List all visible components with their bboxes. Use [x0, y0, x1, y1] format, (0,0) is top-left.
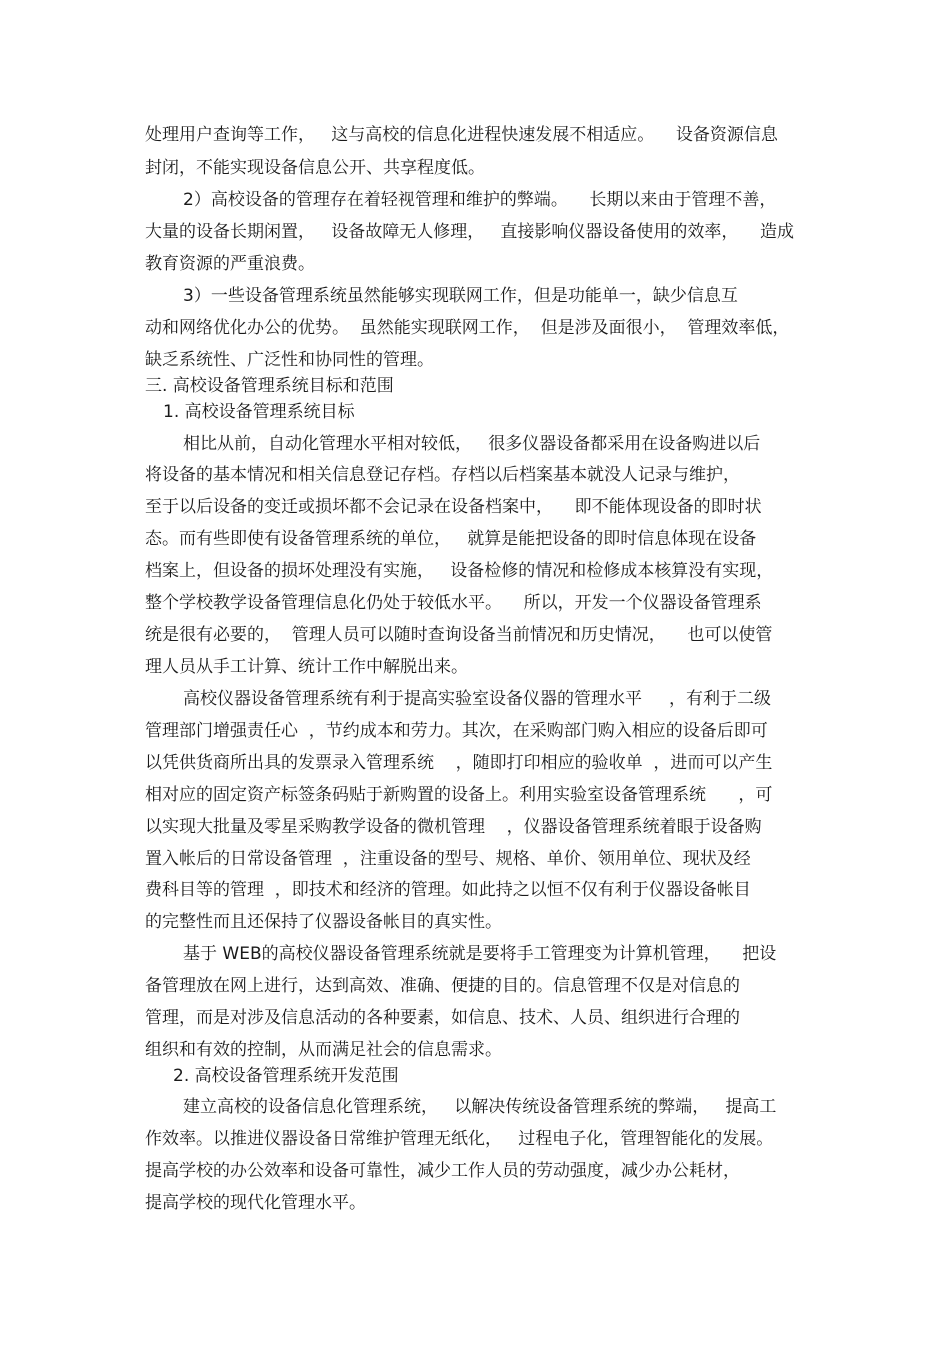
text-line: 档案上，但设备的损坏处理没有实施， 设备检修的情况和检修成本核算没有实现，	[145, 561, 774, 581]
text-line: 态。而有些即使有设备管理系统的单位， 就算是能把设备的即时信息体现在设备	[145, 529, 757, 549]
text-line: 管理部门增强责任心 ，节约成本和劳力。其次，在采购部门购入相应的设备后即可	[145, 721, 768, 741]
text-line: 备管理放在网上进行，达到高效、准确、便捷的目的。信息管理不仅是对信息的	[145, 976, 740, 996]
text-line: 3）一些设备管理系统虽然能够实现联网工作，但是功能单一，缺少信息互	[183, 286, 738, 306]
text-line: 封闭，不能实现设备信息公开、共享程度低。	[145, 158, 485, 178]
text-line: 作效率。以推进仪器设备日常维护管理无纸化， 过程电子化，管理智能化的发展。	[145, 1129, 774, 1149]
text-line: 提高学校的办公效率和设备可靠性，减少工作人员的劳动强度，减少办公耗材，	[145, 1161, 740, 1181]
text-line: 处理用户查询等工作， 这与高校的信息化进程快速发展不相适应。 设备资源信息	[145, 125, 778, 145]
text-line: 的完整性而且还保持了仪器设备帐目的真实性。	[145, 912, 502, 932]
text-line: 教育资源的严重浪费。	[145, 254, 315, 274]
text-line: 组织和有效的控制，从而满足社会的信息需求。	[145, 1040, 502, 1060]
text-line: 理人员从手工计算、统计工作中解脱出来。	[145, 657, 468, 677]
text-line: 以实现大批量及零星采购教学设备的微机管理 ，仪器设备管理系统着眼于设备购	[145, 817, 762, 837]
text-line: 将设备的基本情况和相关信息登记存档。存档以后档案基本就没人记录与维护，	[145, 465, 740, 485]
text-line: 相对应的固定资产标签条码贴于新购置的设备上。利用实验室设备管理系统 ，可	[145, 785, 773, 805]
section-heading: 三. 高校设备管理系统目标和范围	[145, 376, 394, 396]
text-line: 建立高校的设备信息化管理系统， 以解决传统设备管理系统的弊端， 提高工	[183, 1097, 777, 1117]
text-line: 相比从前，自动化管理水平相对较低， 很多仪器设备都采用在设备购进以后	[183, 434, 761, 454]
text-line: 整个学校教学设备管理信息化仍处于较低水平。 所以，开发一个仪器设备管理系	[145, 593, 762, 613]
text-line: 大量的设备长期闲置， 设备故障无人修理， 直接影响仪器设备使用的效率， 造成	[145, 222, 795, 242]
text-line: 动和网络优化办公的优势。 虽然能实现联网工作， 但是涉及面很小， 管理效率低，	[145, 318, 790, 338]
text-line: 高校仪器设备管理系统有利于提高实验室设备仪器的管理水平 ，有利于二级	[183, 689, 772, 709]
subsection-heading: 1. 高校设备管理系统目标	[163, 402, 355, 422]
text-line: 置入帐后的日常设备管理 ，注重设备的型号、规格、单价、领用单位、现状及经	[145, 849, 751, 869]
text-line: 提高学校的现代化管理水平。	[145, 1193, 366, 1213]
text-line: 缺乏系统性、广泛性和协同性的管理。	[145, 350, 434, 370]
text-line: 2）高校设备的管理存在着轻视管理和维护的弊端。 长期以来由于管理不善，	[183, 190, 777, 210]
text-line: 至于以后设备的变迁或损坏都不会记录在设备档案中， 即不能体现设备的即时状	[145, 497, 762, 517]
text-line: 基于 WEB的高校仪器设备管理系统就是要将手工管理变为计算机管理， 把设	[183, 944, 777, 964]
subsection-heading: 2. 高校设备管理系统开发范围	[173, 1066, 399, 1086]
text-line: 费科目等的管理 ，即技术和经济的管理。如此持之以恒不仅有利于仪器设备帐目	[145, 880, 751, 900]
text-line: 以凭供货商所出具的发票录入管理系统 ，随即打印相应的验收单 ，进而可以产生	[145, 753, 773, 773]
text-line: 管理，而是对涉及信息活动的各种要素，如信息、技术、人员、组织进行合理的	[145, 1008, 740, 1028]
text-line: 统是很有必要的， 管理人员可以随时查询设备当前情况和历史情况， 也可以使管	[145, 625, 773, 645]
